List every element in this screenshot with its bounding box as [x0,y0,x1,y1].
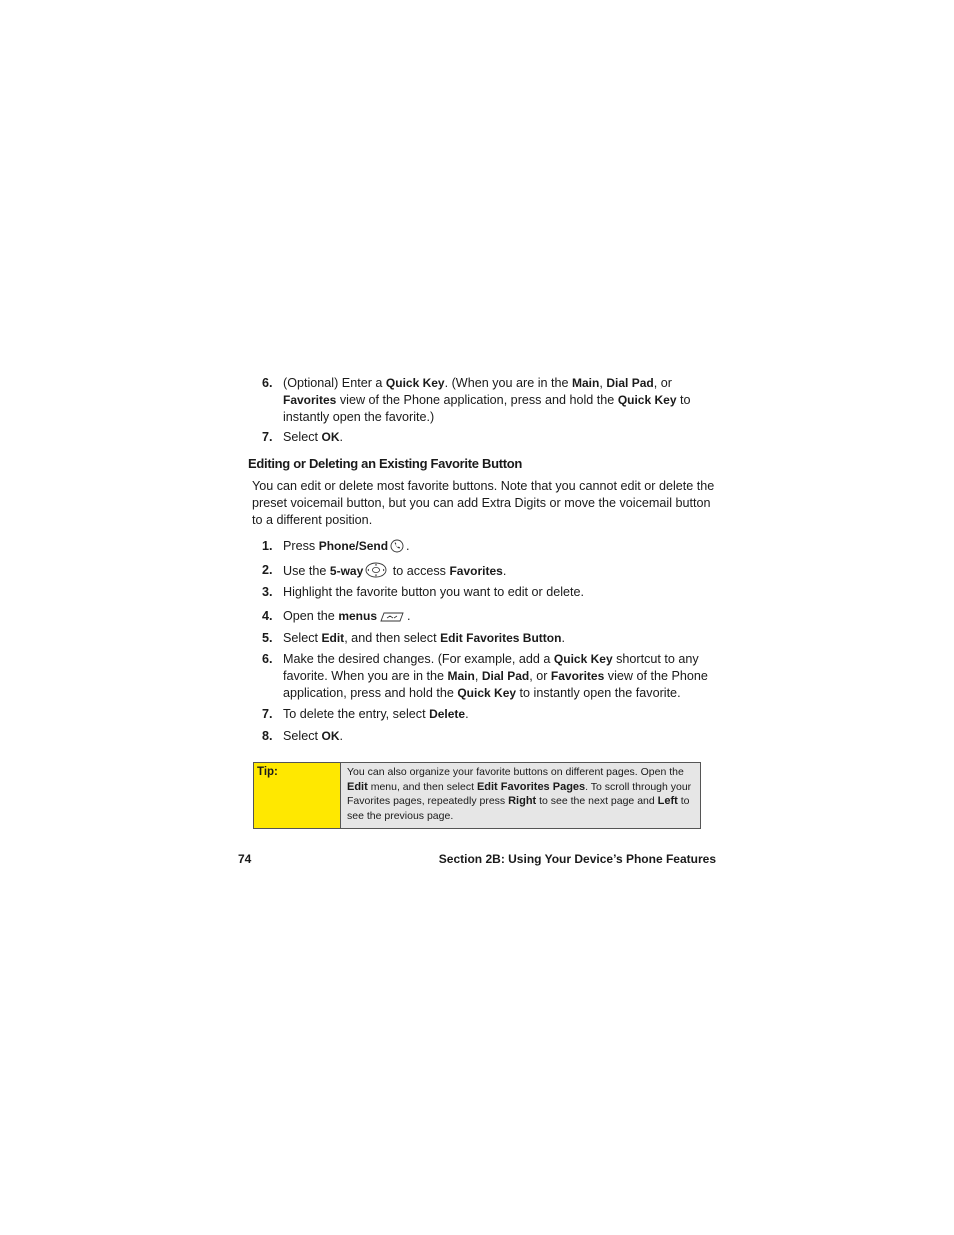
step-text: Highlight the favorite button you want to edit or delete. [283,585,585,599]
bold-term: menus [338,609,378,623]
phone-send-icon [390,539,404,558]
step-text: (Optional) Enter a Quick Key. (When you are in the Main, Dial Pad, or Favorites view of the Phone application, press and hold the Quick Key to instantly open the favorite.) [283,376,691,424]
step-text: Open the menus . [283,608,722,628]
step-text: Select OK. [283,430,344,444]
bold-term: Quick Key [617,393,677,407]
tip-label: Tip: [254,763,341,828]
step-2 [262,562,722,583]
bold-term: Quick Key [553,652,613,666]
step-text: To delete the entry, select Delete. [283,707,469,721]
bold-term: Dial Pad [481,669,530,683]
bold-term: Favorites [550,669,605,683]
section-heading: Editing or Deleting an Existing Favorite Button [248,456,523,471]
bold-term: Edit [321,631,345,645]
bold-term: Favorites [449,564,503,578]
step-top-6 [262,375,722,426]
step-number: 5. [262,631,273,645]
five-way-navigator-icon [365,562,387,583]
bold-term: Dial Pad [606,376,654,390]
bold-term: Main [447,669,475,683]
step-number: 2. [262,563,273,577]
step-number: 8. [262,729,273,743]
step-number: 6. [262,376,273,390]
step-number: 1. [262,539,273,553]
bold-term: 5-way [329,564,364,578]
step-8 [262,728,722,745]
tip-body: You can also organize your favorite buttons on different pages. Open the Edit menu, and then select Edit Favorites Pages. To scroll through your Favorites pages, repeatedly press Right to see the next page and Left to see the previous page. [341,763,700,828]
bold-term: Delete [429,707,466,721]
step-text: Press Phone/Send . [283,538,722,558]
bold-term: Main [572,376,600,390]
step-4 [262,608,722,628]
page-number: 74 [238,852,252,866]
bold-term: Favorites [283,393,337,407]
step-top-7 [262,429,722,446]
intro-paragraph: You can edit or delete most favorite buttons. Note that you cannot edit or delete the preset voicemail button, but you can add Extra Digits or move the voicemail button to a different position. [252,479,715,527]
step-number: 3. [262,585,273,599]
step-1 [262,538,722,558]
step-6 [262,651,722,702]
step-text: Select Edit, and then select Edit Favorites Button. [283,631,565,645]
step-text: Make the desired changes. (For example, add a Quick Key shortcut to any favorite. When you are in the Main, Dial Pad, or Favorites view of the Phone application, press and hold the Quick Key to instantly open the favorite. [283,652,708,700]
bold-term: OK [321,430,340,444]
section-footer: Section 2B: Using Your Device’s Phone Features [438,852,716,866]
step-text: Select OK. [283,729,344,743]
step-7 [262,706,722,723]
step-3 [262,584,722,601]
step-number: 7. [262,430,273,444]
step-5 [262,630,722,647]
bold-term: Left [657,795,678,807]
bold-term: Right [508,795,537,807]
bold-term: Edit Favorites Pages [476,780,586,793]
bold-term: Quick Key [457,686,517,700]
step-number: 4. [262,609,273,623]
menu-key-icon [379,611,405,628]
step-text: Use the 5-way to access Favorites. [283,562,722,583]
bold-term: OK [321,729,340,743]
step-number: 7. [262,707,273,721]
bold-term: Quick Key [385,376,445,390]
bold-term: Phone/Send [318,539,389,553]
step-number: 6. [262,652,273,666]
tip-box [253,762,701,829]
bold-term: Edit Favorites Button [440,631,562,645]
bold-term: Edit [347,780,368,793]
